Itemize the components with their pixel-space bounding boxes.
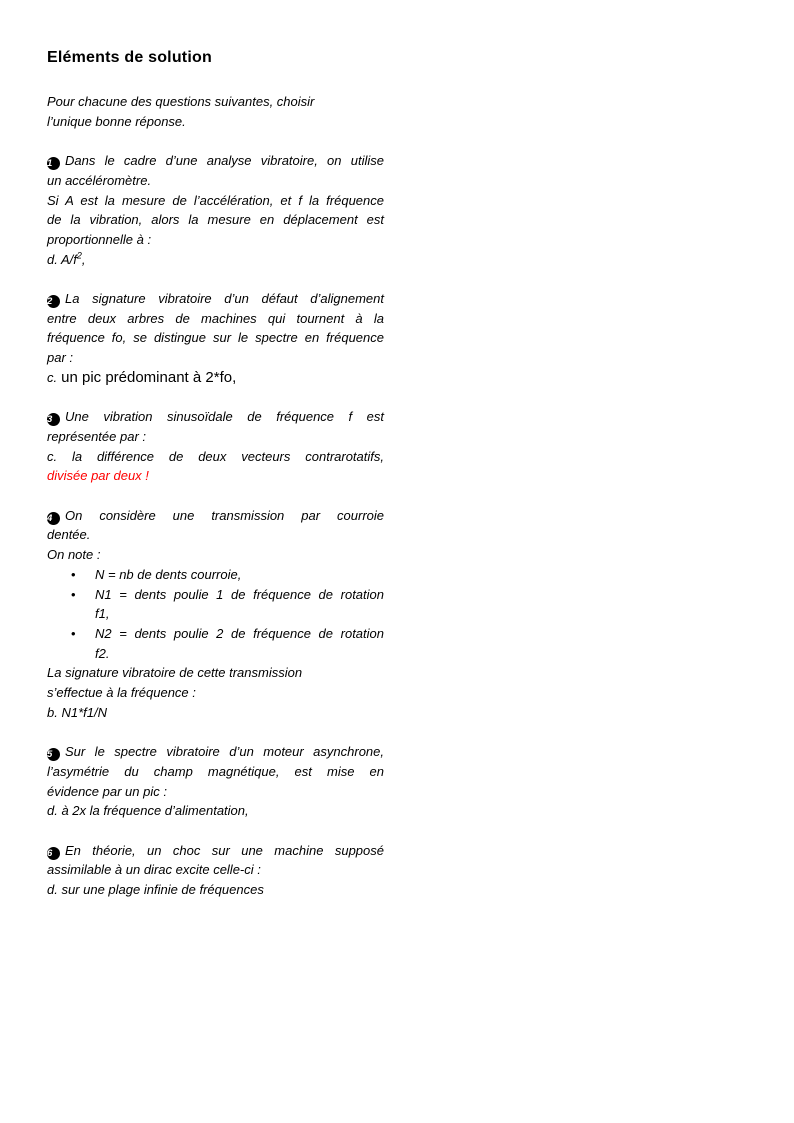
text-line: l’unique bonne réponse. [47,113,186,129]
question-text: On considère une transmission par courroie [65,507,384,523]
superscript-exponent: 2 [76,250,82,261]
text-line [47,742,384,762]
q3-answer-line: c. la différence de deux vecteurs contrarotatifs, [47,448,384,464]
question-4 [47,506,384,723]
text-line: assimilable à un dirac excite celle-ci : [47,862,261,878]
text-line: s’effectue à la fréquence : [47,685,196,701]
list-item [47,565,384,585]
circled-number-2-icon: 2 [47,295,60,308]
list-item-continuation: f2. [95,645,110,661]
answer-text: , [81,251,86,267]
q6-answer-line: d. sur une plage infinie de fréquences [47,882,264,898]
circled-number-1-icon: 1 [47,157,60,170]
text-line: Pour chacune des questions suivantes, choisir [47,94,315,109]
highlighted-answer-line: divisée par deux ! [47,468,149,484]
intro-paragraph [47,92,384,131]
circled-number-6-icon: 6 [47,847,60,860]
text-line: entre deux arbres de machines qui tournent à la [47,310,384,326]
text-line: un accéléromètre. [47,172,152,188]
page-title: Eléments de solution [47,49,212,66]
circled-number-3-icon: 3 [47,413,60,426]
list-item-text: N2 = dents poulie 2 de fréquence de rotation [95,625,384,641]
circled-number-5-icon: 5 [47,748,60,761]
q1-answer-line [47,250,384,270]
text-line: On note : [47,547,101,563]
q5-answer-line: d. à 2x la fréquence d’alimentation, [47,803,249,819]
question-2 [47,289,384,388]
text-line: évidence par un pic : [47,783,167,799]
text-line [47,841,384,861]
list-item-text: N = nb de dents courroie, [95,566,242,582]
bullet-icon: • [71,566,76,582]
question-text: Une vibration sinusoïdale de fréquence f est [65,409,384,425]
text-line: proportionnelle à : [47,231,152,247]
list-item [47,624,384,644]
q2-answer-line [47,368,384,388]
text-line [47,407,384,427]
question-text: En théorie, un choc sur une machine supposé [65,842,384,858]
question-3 [47,407,384,486]
question-5 [47,742,384,821]
text-line: l’asymétrie du champ magnétique, est mise en [47,763,384,779]
text-line: Si A est la mesure de l’accélération, et f la fréquence [47,192,384,208]
answer-text: un pic prédominant à 2*fo, [61,368,237,386]
question-text: Dans le cadre d’une analyse vibratoire, on utilise [65,153,384,169]
circled-number-4-icon: 4 [47,512,60,525]
text-line: représentée par : [47,428,147,444]
text-line [47,151,384,171]
bullet-icon: • [71,625,76,641]
answer-text: d. A/f [47,251,77,267]
q4-answer-line: b. N1*f1/N [47,704,107,720]
question-text: La signature vibratoire d’un défaut d’alignement [65,291,384,306]
text-line: La signature vibratoire de cette transmission [47,665,303,681]
list-item [47,585,384,605]
document-page [47,48,384,900]
question-text: Sur le spectre vibratoire d’un moteur asynchrone, [65,744,384,760]
list-item-text: N1 = dents poulie 1 de fréquence de rotation [95,586,384,602]
text-line [47,289,384,309]
text-line: fréquence fo, se distingue sur le spectre en fréquence [47,330,384,346]
bullet-icon: • [71,586,76,602]
question-1 [47,151,384,269]
list-item-continuation: f1, [95,606,110,622]
answer-label: c. [47,369,58,385]
text-line: de la vibration, alors la mesure en déplacement est [47,212,384,228]
question-6 [47,841,384,900]
text-line: par : [47,350,74,366]
text-line [47,506,384,526]
text-line: dentée. [47,527,91,543]
